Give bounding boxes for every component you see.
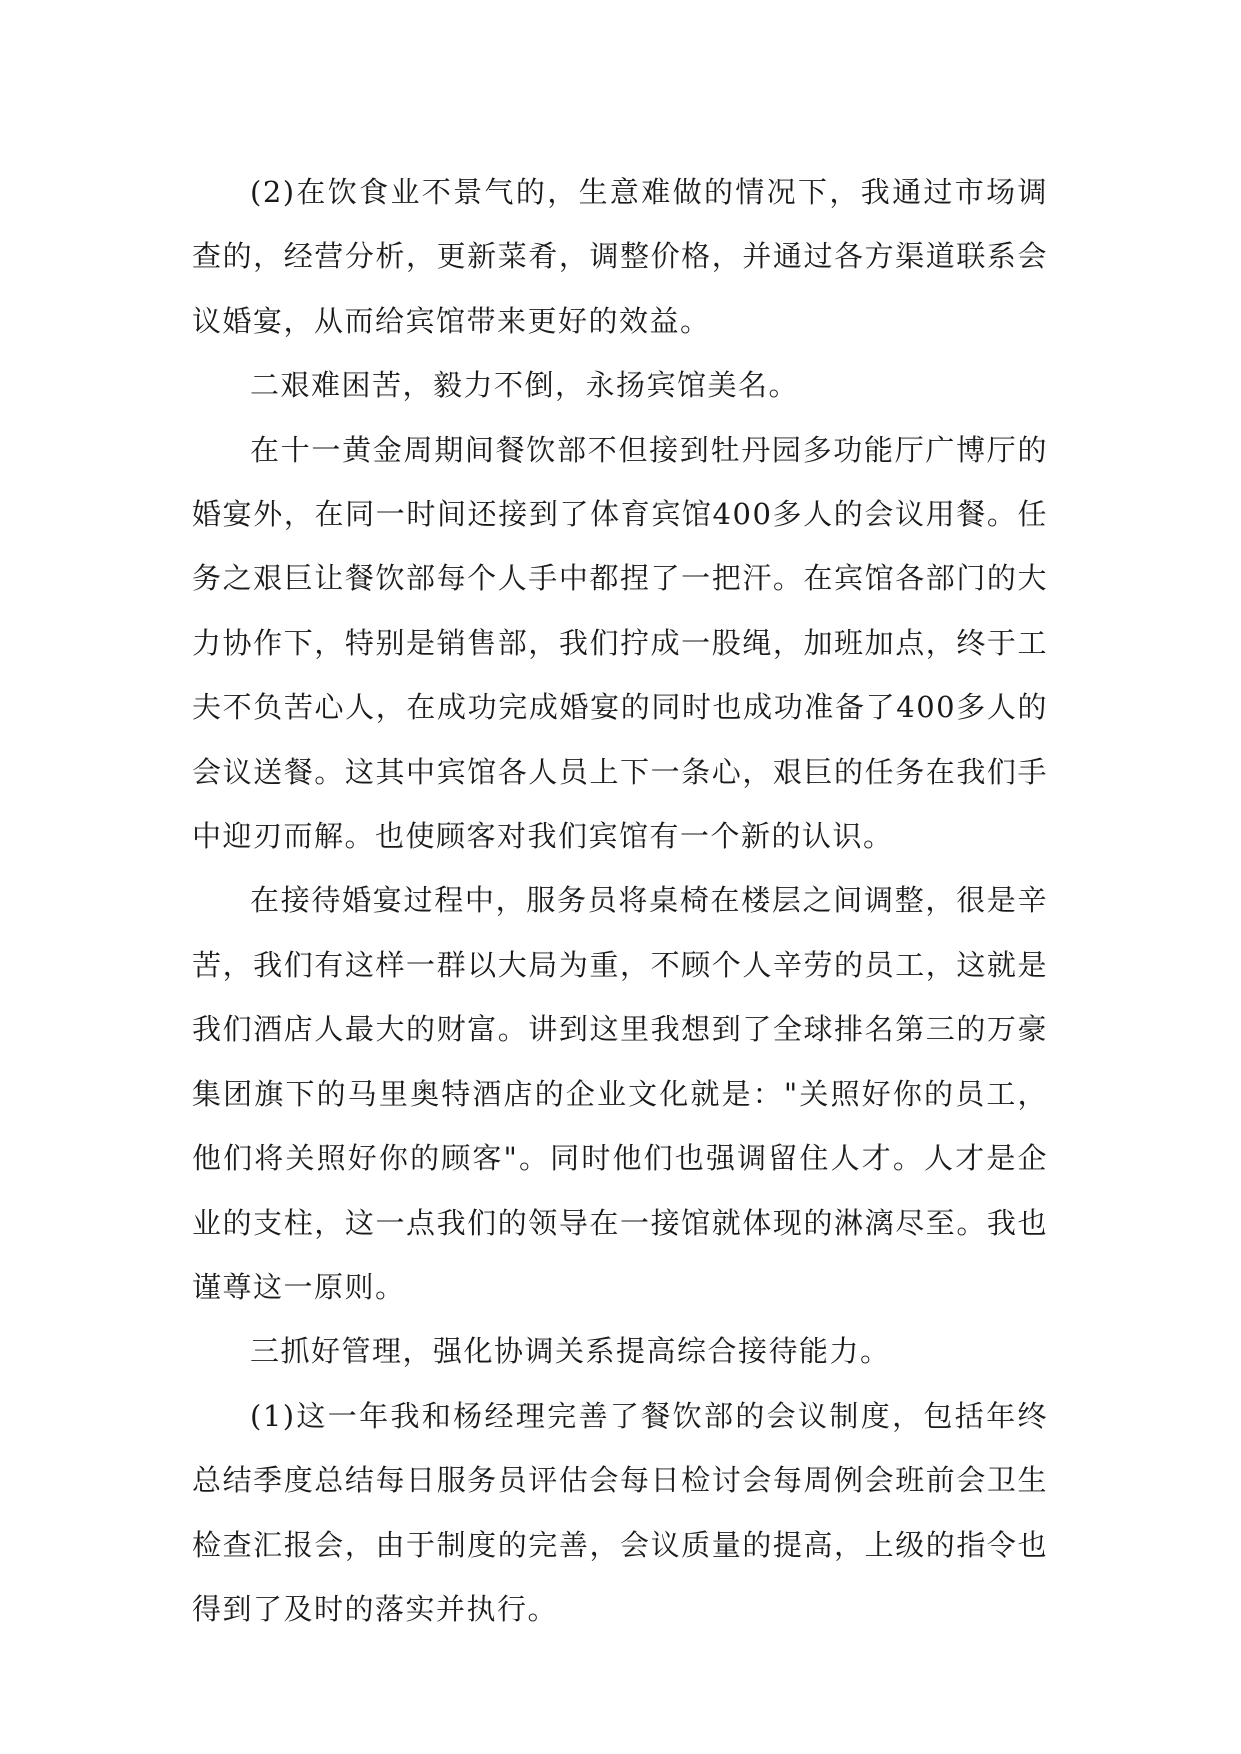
paragraph-meeting-system: (1)这一年我和杨经理完善了餐饮部的会议制度，包括年终总结季度总结每日服务员评估会每日检讨会每周例会班前会卫生检查汇报会，由于制度的完善，会议质量的提高，上级的指令也得到了及时的落实并执行。 [192, 1398, 1048, 1626]
document-page [192, 160, 1048, 1641]
section-heading-hardship: 二艰难困苦，毅力不倒，永扬宾馆美名。 [250, 368, 800, 403]
paragraph-golden-week: 在十一黄金周期间餐饮部不但接到牡丹园多功能厅广博厅的婚宴外，在同一时间还接到了体育宾馆400多人的会议用餐。任务之艰巨让餐饮部每个人手中都捏了一把汗。在宾馆各部门的大力协作下，特别是销售部，我们拧成一股绳，加班加点，终于工夫不负苦心人，在成功完成婚宴的同时也成功准备了400多人的会议送餐。这其中宾馆各人员上下一条心，艰巨的任务在我们手中迎刃而解。也使顾客对我们宾馆有一个新的认识。 [192, 432, 1048, 854]
paragraph-market-research: (2)在饮食业不景气的，生意难做的情况下，我通过市场调查的，经营分析，更新菜肴，调整价格，并通过各方渠道联系会议婚宴，从而给宾馆带来更好的效益。 [192, 175, 1048, 338]
paragraph-wedding-reception: 在接待婚宴过程中，服务员将桌椅在楼层之间调整，很是辛苦，我们有这样一群以大局为重，不顾个人辛劳的员工，这就是我们酒店人最大的财富。讲到这里我想到了全球排名第三的万豪集团旗下的马里奥特酒店的企业文化就是："关照好你的员工，他们将关照好你的顾客"。同时他们也强调留住人才。人才是企业的支柱，这一点我们的领导在一接馆就体现的淋漓尽至。我也谨尊这一原则。 [192, 883, 1048, 1304]
section-heading-management: 三抓好管理，强化协调关系提高综合接待能力。 [250, 1334, 891, 1369]
